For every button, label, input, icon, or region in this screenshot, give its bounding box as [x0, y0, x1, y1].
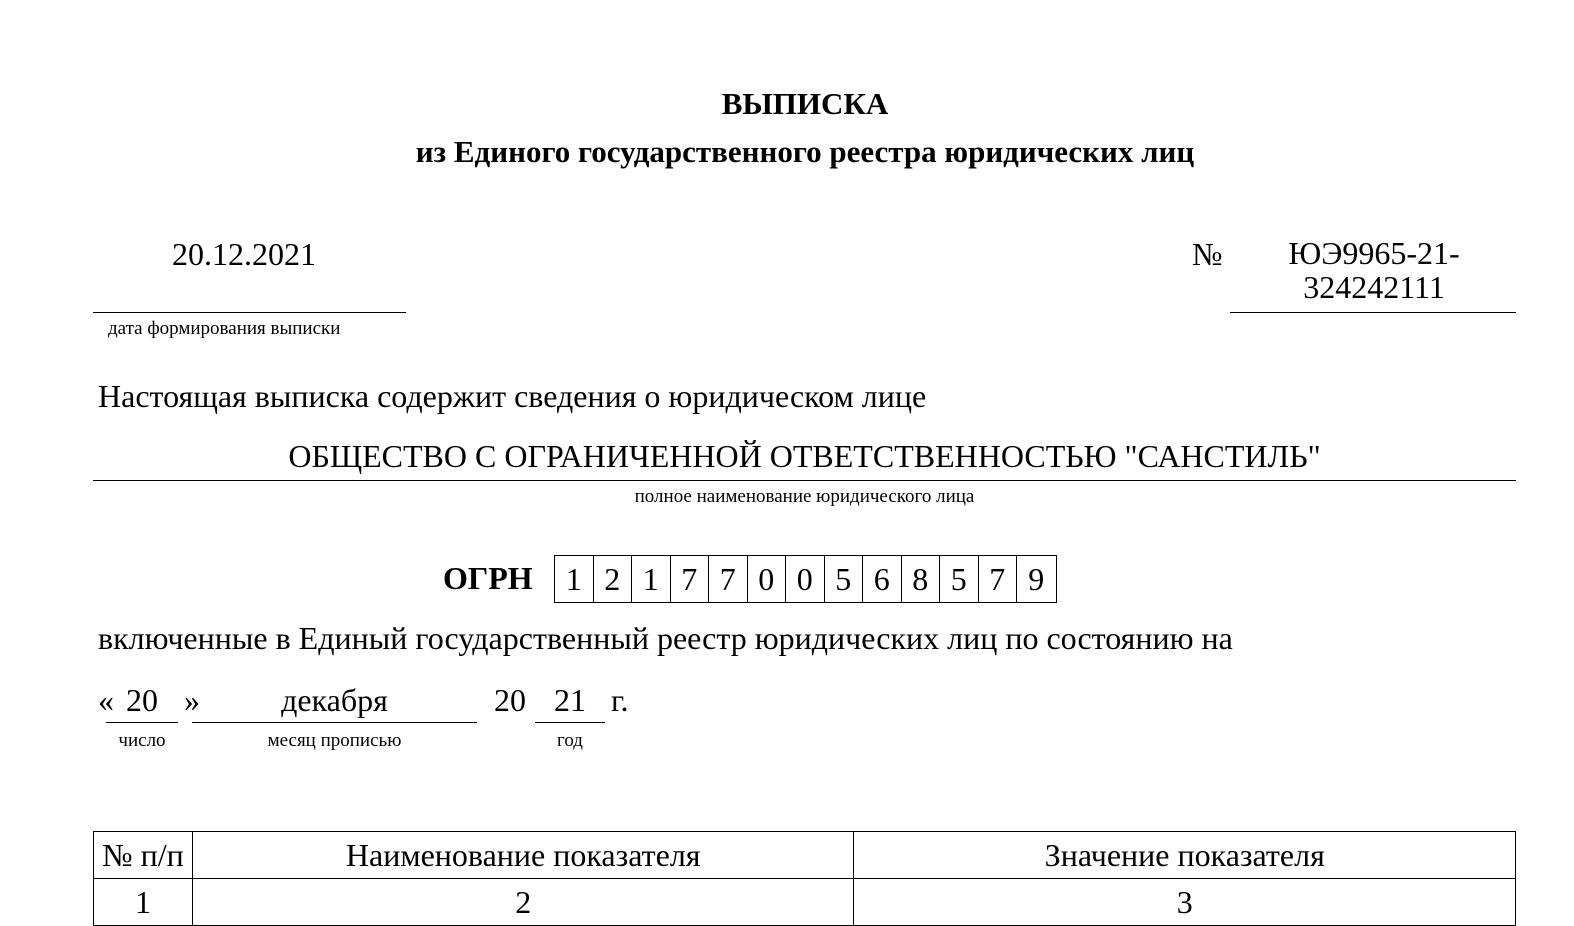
number-sign: № — [1192, 236, 1223, 272]
extract-number — [1262, 236, 1486, 304]
ogrn-digit: 8 — [902, 556, 941, 602]
ogrn-digit: 0 — [786, 556, 825, 602]
ogrn-label: ОГРН — [443, 560, 533, 596]
state-year: 21 — [554, 682, 586, 718]
extract-number-line1: ЮЭ9965-21- — [1288, 235, 1460, 271]
header-indicator-value: Значение показателя — [854, 832, 1516, 879]
organization-caption: полное наименование юридического лица — [634, 486, 975, 507]
organization-full-name: ОБЩЕСТВО С ОГРАНИЧЕННОЙ ОТВЕТСТВЕННОСТЬЮ "САНСТИЛЬ" — [288, 438, 1321, 474]
state-day: 20 — [126, 682, 158, 718]
day-caption: число — [118, 730, 166, 751]
ogrn-digit: 6 — [863, 556, 902, 602]
ogrn-digit: 0 — [748, 556, 787, 602]
column-number-3: 3 — [854, 879, 1516, 926]
state-century: 20 — [494, 682, 526, 718]
ogrn-digit: 5 — [825, 556, 864, 602]
organization-underline — [93, 480, 1516, 481]
state-as-of-text: включенные в Единый государственный реестр юридических лиц по состоянию на — [98, 620, 1233, 656]
number-underline — [1230, 312, 1516, 313]
day-underline — [106, 722, 178, 723]
ogrn-digit: 1 — [632, 556, 671, 602]
date-underline — [93, 312, 406, 313]
table-row — [94, 879, 1516, 926]
date-caption: дата формирования выписки — [108, 318, 341, 339]
year-caption: год — [557, 730, 583, 751]
intro-text: Настоящая выписка содержит сведения о юридическом лице — [98, 378, 927, 414]
document-subtitle: из Единого государственного реестра юридических лиц — [415, 134, 1195, 169]
year-suffix: г. — [611, 682, 629, 718]
ogrn-digit: 1 — [555, 556, 594, 602]
document-title: ВЫПИСКА — [721, 86, 889, 121]
header-indicator-name: Наименование показателя — [192, 832, 854, 879]
year-underline — [535, 722, 605, 723]
state-month: декабря — [281, 682, 388, 718]
close-quote: » — [184, 682, 200, 718]
ogrn-digit-boxes — [554, 555, 1057, 603]
ogrn-digit: 2 — [594, 556, 633, 602]
open-quote: « — [98, 682, 114, 718]
column-number-2: 2 — [192, 879, 854, 926]
month-underline — [192, 722, 477, 723]
table-header-row — [94, 832, 1516, 879]
extract-number-line2: 324242111 — [1303, 269, 1445, 305]
extract-date: 20.12.2021 — [172, 236, 316, 272]
header-number: № п/п — [94, 832, 193, 879]
ogrn-digit: 7 — [709, 556, 748, 602]
column-number-1: 1 — [94, 879, 193, 926]
month-caption: месяц прописью — [267, 730, 402, 751]
ogrn-digit: 7 — [671, 556, 710, 602]
ogrn-digit: 7 — [979, 556, 1018, 602]
ogrn-digit: 9 — [1028, 561, 1045, 597]
ogrn-digit: 5 — [940, 556, 979, 602]
indicator-table — [93, 831, 1516, 926]
